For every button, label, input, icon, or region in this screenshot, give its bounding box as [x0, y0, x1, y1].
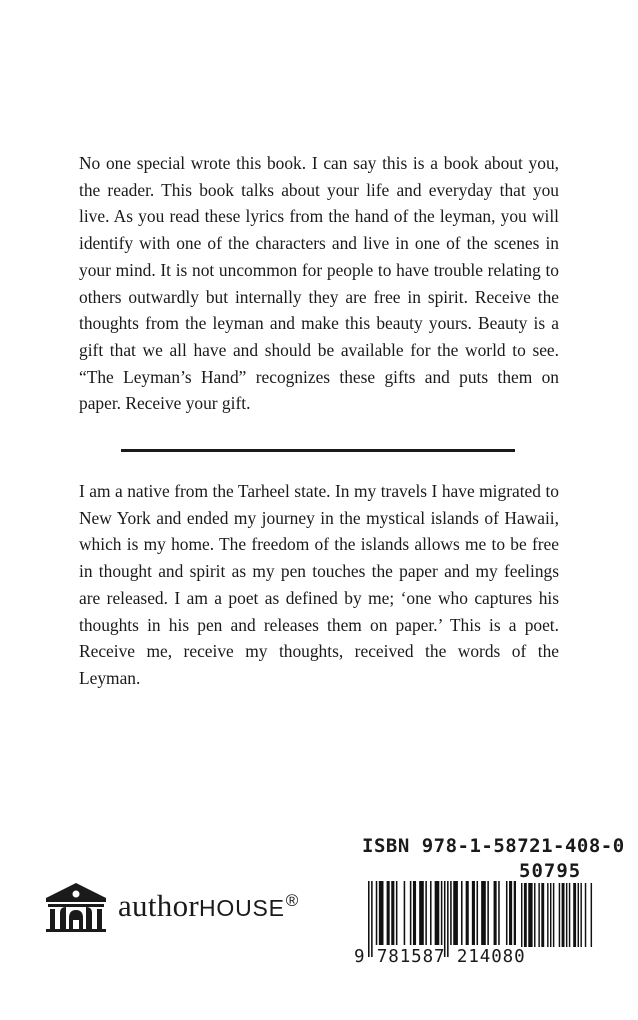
barcode-bar: [534, 883, 535, 947]
barcode-bar: [509, 881, 512, 945]
barcode-bar: [404, 881, 406, 945]
barcode-bar: [466, 881, 469, 945]
barcode-bar: [514, 881, 516, 945]
barcode-bar: [481, 881, 486, 945]
barcode-bar: [547, 883, 548, 947]
barcode-bar: [413, 881, 416, 945]
barcode-bar: [368, 881, 370, 957]
barcode-bar: [376, 881, 378, 945]
barcode-bar: [528, 883, 532, 947]
barcode-bar: [387, 881, 390, 945]
publisher-name-lower: author: [118, 888, 199, 923]
barcode-bar: [562, 883, 565, 947]
barcode-bar: [410, 881, 412, 945]
barcode-bar: [477, 881, 479, 945]
barcode-bar: [506, 881, 508, 945]
barcode-bar: [419, 881, 424, 945]
barcode-bar: [430, 881, 432, 945]
barcode-bar: [566, 883, 567, 947]
barcode-bar: [447, 881, 449, 957]
barcode-bar: [498, 881, 500, 945]
barcode-bar: [580, 883, 581, 947]
barcode-bar: [585, 883, 586, 947]
barcode-bar: [472, 881, 475, 945]
barcode-bar: [444, 881, 446, 957]
isbn-barcode: [354, 835, 625, 975]
barcode-bar: [461, 881, 463, 945]
price-code: 50795: [519, 860, 582, 882]
barcode-bar: [435, 881, 440, 945]
publisher-name-upper: HOUSE: [199, 895, 285, 921]
barcode-bar: [487, 881, 489, 945]
barcode-bar: [569, 883, 570, 947]
barcode-bar: [379, 881, 384, 945]
addon-barcode-bars: [521, 883, 597, 947]
barcode-bar: [541, 883, 544, 947]
barcode-bar: [559, 883, 560, 947]
barcode-bar: [553, 883, 554, 947]
barcode-bar: [550, 883, 551, 947]
isbn-label: ISBN 978-1-58721-408-0: [362, 835, 625, 857]
barcode-bar: [591, 883, 592, 947]
barcode-bar: [538, 883, 539, 947]
ean-digits: 9 781587 214080: [354, 947, 526, 967]
barcode-bar: [573, 883, 576, 947]
ean-barcode-bars: [368, 881, 516, 957]
barcode-bar: [425, 881, 427, 945]
section-divider: [121, 449, 515, 452]
authorhouse-logo-icon: [44, 880, 108, 932]
barcode-bar: [453, 881, 458, 945]
barcode-bar: [524, 883, 527, 947]
barcode-bar: [578, 883, 579, 947]
author-bio: I am a native from the Tarheel state. In my travels I have migrated to New York and ended my journey in the mystical islands of Hawaii, which is my home. The freedom of the islands allows me to be free in thought and spirit as my pen touches the paper and my feelings are released. I am a poet as defined by me; ‘one who captures his thoughts in his pen and releases them on paper.’ This is a poet. Receive me, receive my thoughts, received the words of the Leyman.: [79, 481, 559, 688]
back-cover-blurb: No one special wrote this book. I can say this is a book about you, the reader. This book talks about your life and everyday that you live. As you read these lyrics from the hand of the leyman, you will identify with one of the characters and live in one of the scenes in your mind. It is not uncommon for people to have trouble relating to others outwardly but internally they are free in spirit. Receive the thoughts from the leyman and make this beauty yours. Beauty is a gift that we all have and should be available for the world to see. “The Leyman’s Hand” recognizes these gifts and puts them on paper. Receive your gift.: [79, 153, 559, 414]
barcode-bar: [371, 881, 373, 957]
barcode-bar: [521, 883, 522, 947]
publisher-name: [118, 888, 299, 924]
barcode-bar: [396, 881, 398, 945]
barcode-bar: [391, 881, 394, 945]
barcode-bar: [441, 881, 443, 945]
publisher-logo: [44, 880, 299, 932]
barcode-bar: [494, 881, 497, 945]
barcode-bar: [450, 881, 452, 945]
registered-mark: ®: [285, 891, 299, 910]
